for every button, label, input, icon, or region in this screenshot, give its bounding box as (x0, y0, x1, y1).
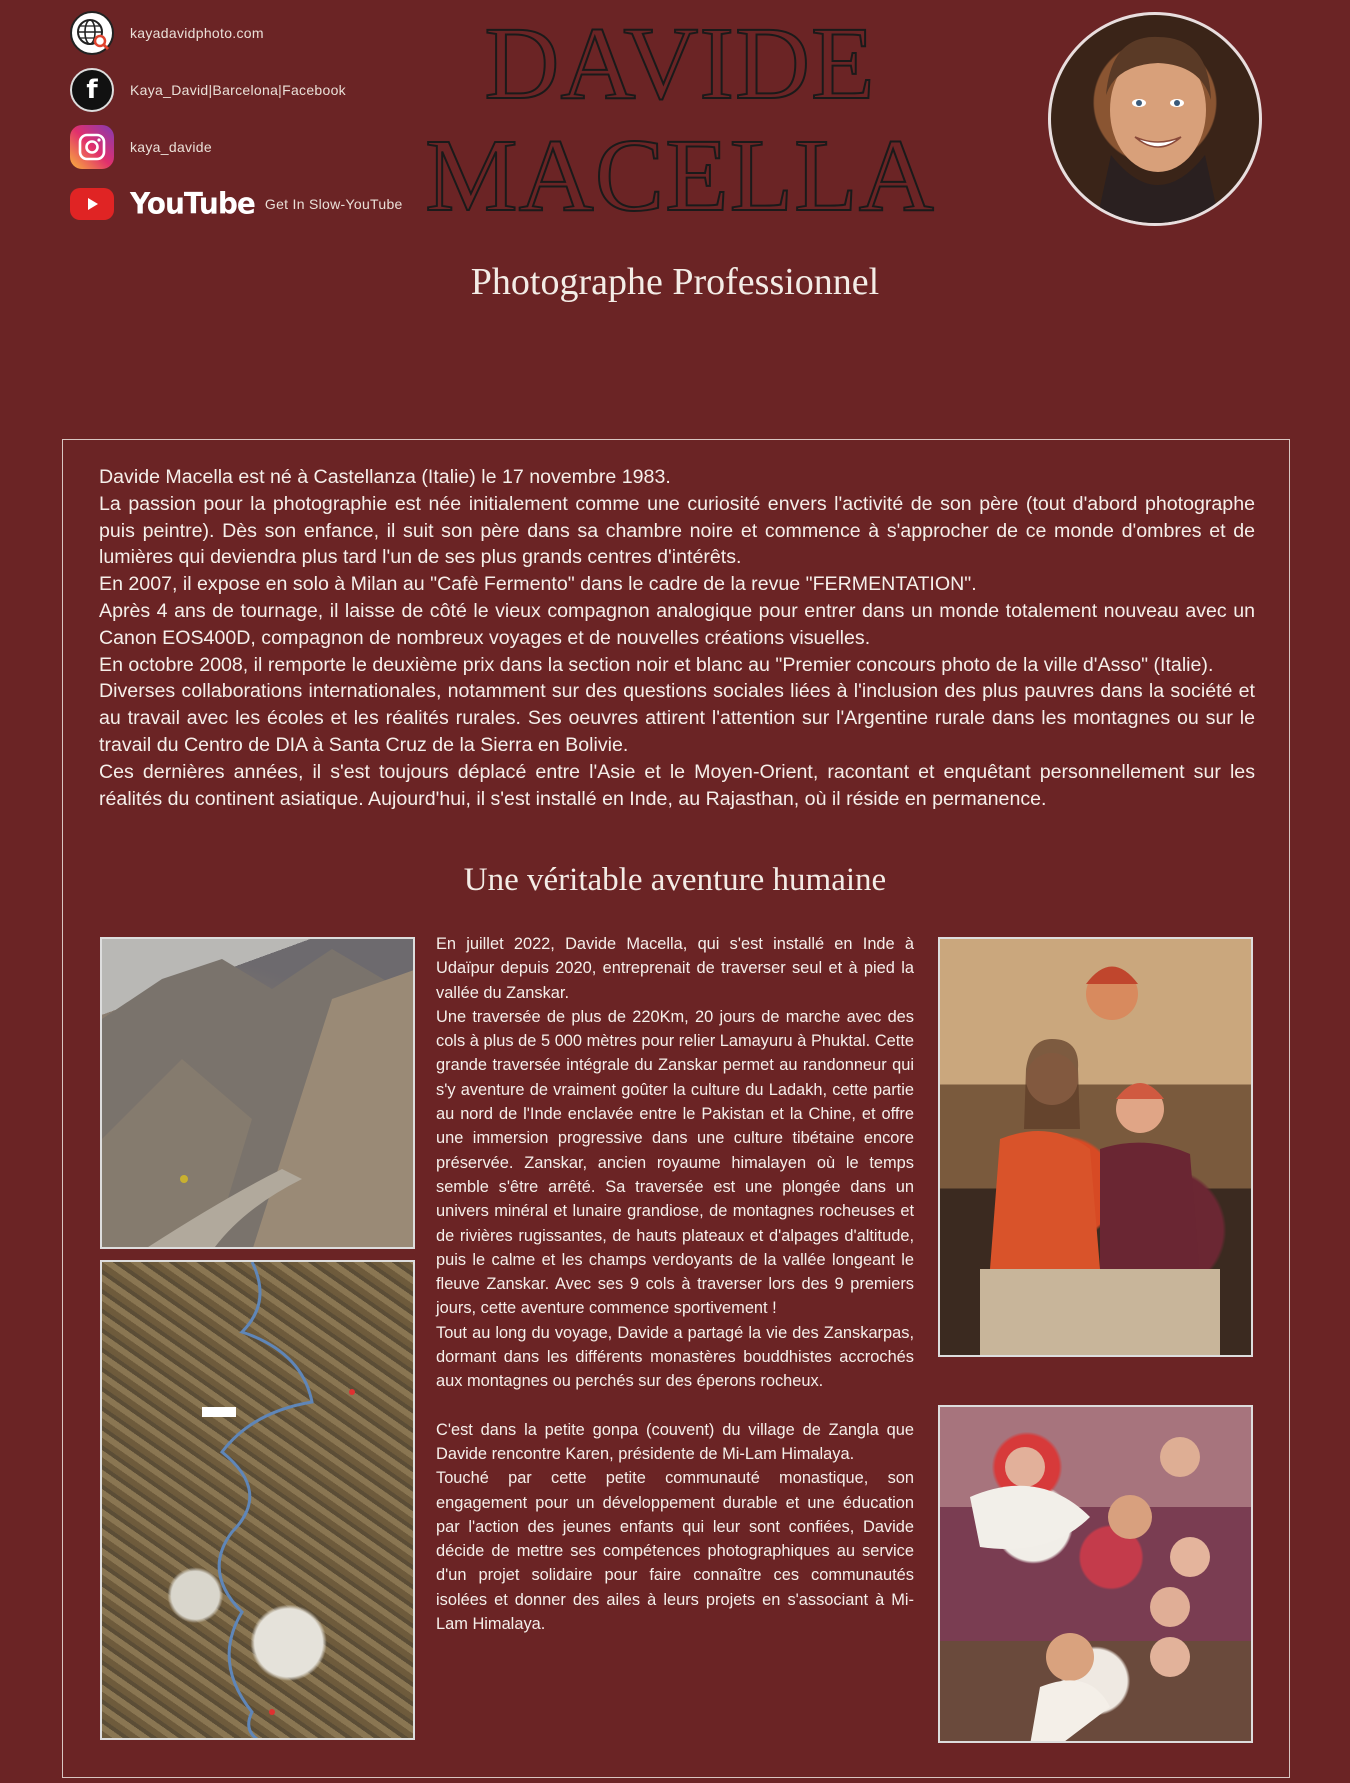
story-paragraph: Une traversée de plus de 220Km, 20 jours de marche avec des cols à plus de 5 000 mètres pour relier Lamayuru à Phuktal. Cette grande traversée intégrale du Zanskar permet au randonneur qui s'y aventure de vraiment goûter la culture du Ladakh, cette partie au nord de l'Inde enclavée entre le Pakistan et la Chine, et offre une immersion progressive dans une culture tibétaine encore préservée. Zanskar, ancien royaume himalayen où le temps semble s'être arrêté. Sa traversée est une plongée dans un univers minéral et lunaire grandiose, de montagnes rocheuses et de rivières rugissantes, de hauts plateaux et d'alpages d'altitude, puis le calme et les champs verdoyants de la vallée longeant le fleuve Zanskar. Avec ses 9 cols à traverser lors des 9 premiers jours, cette aventure commence sportivement ! (436, 1007, 914, 1318)
facebook-label: Kaya_David|Barcelona|Facebook (130, 81, 346, 98)
page-subtitle: Photographe Professionnel (470, 261, 880, 303)
globe-search-icon (70, 11, 114, 55)
story-paragraph: Touché par cette petite communauté monastique, son engagement pour un développement durable et une éducation par l'action des jeunes enfants qui leur sont confiées, Davide décide de mettre ses compétences photographiques au service d'un projet solidaire pour faire connaître ces communautés isolées et donner des ailes à leurs projets en s'associant à Mi-Lam Himalaya. (436, 1469, 914, 1634)
youtube-icon (70, 188, 114, 220)
story-paragraph: Tout au long du voyage, Davide a partagé la vie des Zanskarpas, dormant dans les différents monastères bouddhistes accrochés aux montagnes ou perchés sur des éperons rocheux. (436, 1323, 914, 1391)
route-map-photo (100, 1260, 415, 1740)
first-name: DAVIDE (484, 6, 876, 121)
youtube-wordmark: YouTube (130, 186, 255, 221)
facebook-link[interactable] (70, 67, 403, 112)
portrait-photo (1048, 12, 1262, 226)
instagram-link[interactable] (70, 124, 403, 169)
website-label: kayadavidphoto.com (130, 24, 264, 41)
website-link[interactable] (70, 10, 403, 55)
mountain-trail-photo (100, 937, 415, 1249)
bio-paragraph: En octobre 2008, il remporte le deuxième prix dans la section noir et blanc au "Premier concours photo de la ville d'Asso" (Italie). (99, 653, 1214, 676)
instagram-icon (70, 125, 114, 169)
bio-paragraph: La passion pour la photographie est née initialement comme une curiosité envers l'activité de son père (tout d'abord photographe puis peintre). Dès son enfance, il suit son père dans sa chambre noire et commence à s'approcher de ce monde d'ombres et de lumières qui deviendra plus tard l'un de ses plus grands centres d'intérêts. (99, 492, 1255, 569)
social-links (70, 10, 403, 238)
instagram-label: kaya_davide (130, 138, 212, 155)
spacer (436, 1394, 914, 1418)
biography (99, 464, 1255, 812)
group-portrait-photo (938, 937, 1253, 1357)
monks-group-photo (938, 1405, 1253, 1743)
youtube-label: Get In Slow-YouTube (264, 195, 403, 212)
bio-paragraph: Davide Macella est né à Castellanza (Italie) le 17 novembre 1983. (99, 466, 671, 488)
page-title (420, 8, 940, 232)
youtube-link[interactable] (70, 181, 403, 226)
bio-paragraph: Ces dernières années, il s'est toujours déplacé entre l'Asie et le Moyen-Orient, racontant et enquêtant personnellement sur les réalités du continent asiatique. Aujourd'hui, il s'est installé en Inde, au Rajasthan, où il réside en permanence. (99, 760, 1255, 810)
bio-paragraph: En 2007, il expose en solo à Milan au "Cafè Fermento" dans le cadre de la revue "FERMENTATION". (99, 573, 977, 596)
bio-paragraph: Après 4 ans de tournage, il laisse de côté le vieux compagnon analogique pour entrer dans un monde totalement nouveau avec un Canon EOS400D, compagnon de nombreux voyages et de nouvelles créations visuelles. (99, 599, 1255, 649)
facebook-icon: f (70, 68, 114, 112)
story-paragraph: En juillet 2022, Davide Macella, qui s'est installé en Inde à Udaïpur depuis 2020, entreprenait de traverser seul et à pied la vallée du Zanskar. (436, 935, 914, 1002)
adventure-story (436, 932, 914, 1636)
bio-paragraph: Diverses collaborations internationales, notamment sur des questions sociales liées à l'inclusion des plus pauvres dans la société et au travail avec les écoles et les réalités rurales. Ses oeuvres attirent l'attention sur l'Argentine rurale dans les montagnes ou sur le travail du Centro de DIA à Santa Cruz de la Sierra en Bolivie. (99, 680, 1255, 756)
story-paragraph: C'est dans la petite gonpa (couvent) du village de Zangla que Davide rencontre Karen, présidente de Mi-Lam Himalaya. (436, 1420, 914, 1463)
section-heading: Une véritable aventure humaine (463, 862, 887, 898)
last-name: MACELLA (425, 118, 935, 233)
